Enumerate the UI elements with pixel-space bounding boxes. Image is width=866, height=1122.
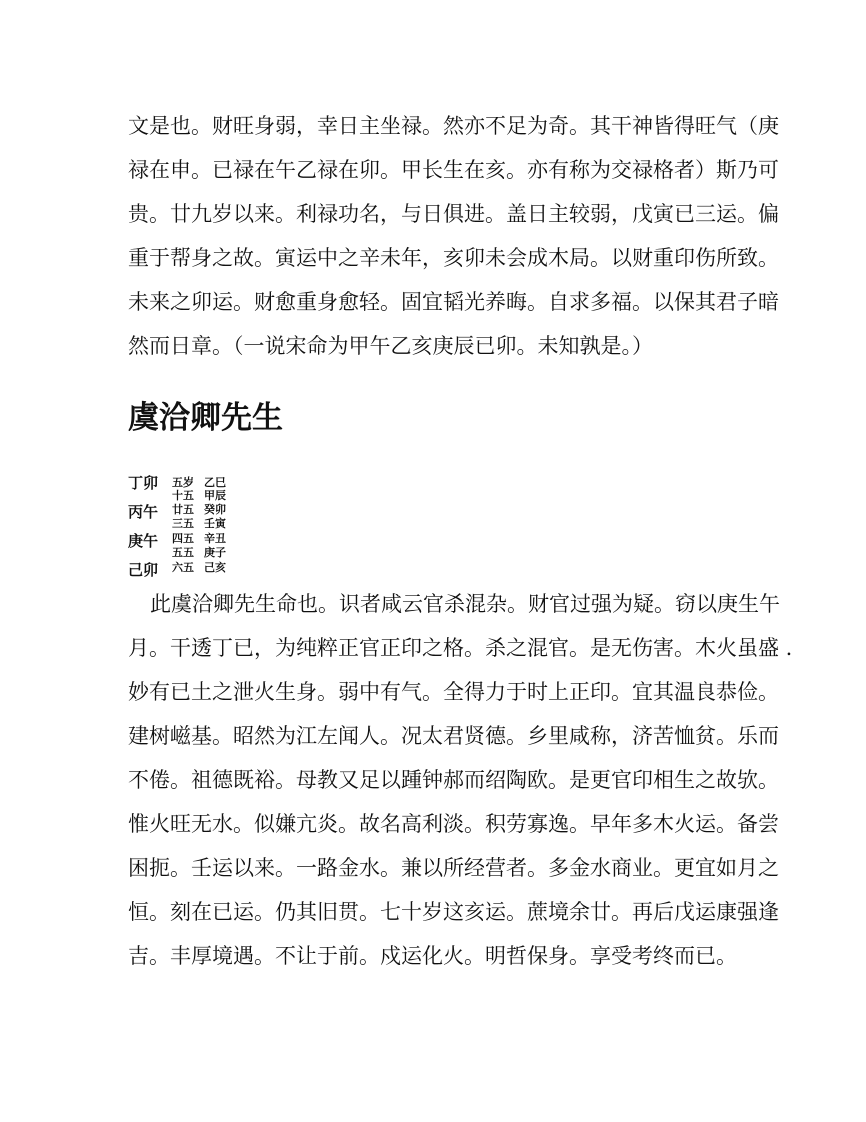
- body-paragraph: [128, 582, 792, 978]
- luck-ganzhi: 庚子: [204, 546, 226, 559]
- luck-age: 十五: [172, 489, 194, 502]
- section-heading: 虞洽卿先生: [128, 400, 283, 436]
- text-line: 惟火旺无水。似嫌亢炎。故名高利淡。积劳寡逸。早年多木火运。备尝: [128, 812, 779, 836]
- text-line: 吉。丰厚境遇。不让于前。戍运化火。明哲保身。享受考终而已。: [128, 944, 737, 968]
- text-line: 恒。刻在已运。仍其旧贯。七十岁这亥运。蔗境余廿。再后戊运康强逢: [128, 900, 779, 924]
- text-line: 建树嵫基。昭然为江左闻人。况太君贤德。乡里咸称，济苦恤贫。乐而: [128, 724, 779, 748]
- text-line: 困扼。壬运以来。一路金水。兼以所经营者。多金水商业。更宜如月之: [128, 856, 779, 880]
- luck-ganzhi: 辛丑: [204, 532, 226, 545]
- luck-age: 四五: [172, 532, 194, 545]
- text-line: 重于帮身之故。寅运中之辛未年，亥卯未会成木局。以财重印伤所致。: [128, 246, 779, 270]
- text-line: 禄在申。已禄在午乙禄在卯。甲长生在亥。亦有称为交禄格者）斯乃可: [128, 158, 779, 182]
- pillar-year: 丁卯: [128, 474, 159, 492]
- text-line: 然而日章。（一说宋命为甲午乙亥庚辰已卯。未知孰是。）: [128, 334, 653, 358]
- text-line: 贵。廿九岁以来。利禄功名，与日俱进。盖日主较弱，戊寅已三运。偏: [128, 202, 779, 226]
- text-line: 未来之卯运。财愈重身愈轻。固宜韬光养晦。自求多福。以保其君子暗: [128, 290, 779, 314]
- text-line: 妙有已土之泄火生身。弱中有气。全得力于时上正印。宜其温良恭俭。: [128, 680, 779, 704]
- luck-age: 五岁: [172, 476, 194, 489]
- text-line: 不倦。祖德既裕。母教又足以踵钟郝而绍陶欧。是更官印相生之故欤。: [128, 768, 779, 792]
- pillar-day: 庚午: [128, 532, 159, 550]
- intro-paragraph: [128, 104, 779, 368]
- luck-ganzhi: 壬寅: [204, 517, 226, 530]
- luck-ganzhi: 甲辰: [204, 489, 226, 502]
- text-line: 文是也。财旺身弱，幸日主坐禄。然亦不足为奇。其干神皆得旺气（庚: [128, 114, 779, 138]
- luck-age: 六五: [172, 561, 194, 574]
- luck-ganzhi: 己亥: [204, 561, 226, 574]
- text-line: 月。干透丁已，为纯粹正官正印之格。杀之混官。是无伤害。木火虽盛 .: [128, 636, 793, 660]
- luck-ganzhi: 乙巳: [204, 476, 226, 489]
- luck-age: 廿五: [172, 503, 194, 516]
- pillar-month: 丙午: [128, 503, 159, 521]
- luck-age: 三五: [172, 517, 194, 530]
- text-line: 此虞洽卿先生命也。识者咸云官杀混杂。财官过强为疑。窃以庚生午: [150, 592, 780, 616]
- luck-ganzhi: 癸卯: [204, 503, 226, 516]
- pillar-hour: 己卯: [128, 561, 159, 579]
- luck-age: 五五: [172, 546, 194, 559]
